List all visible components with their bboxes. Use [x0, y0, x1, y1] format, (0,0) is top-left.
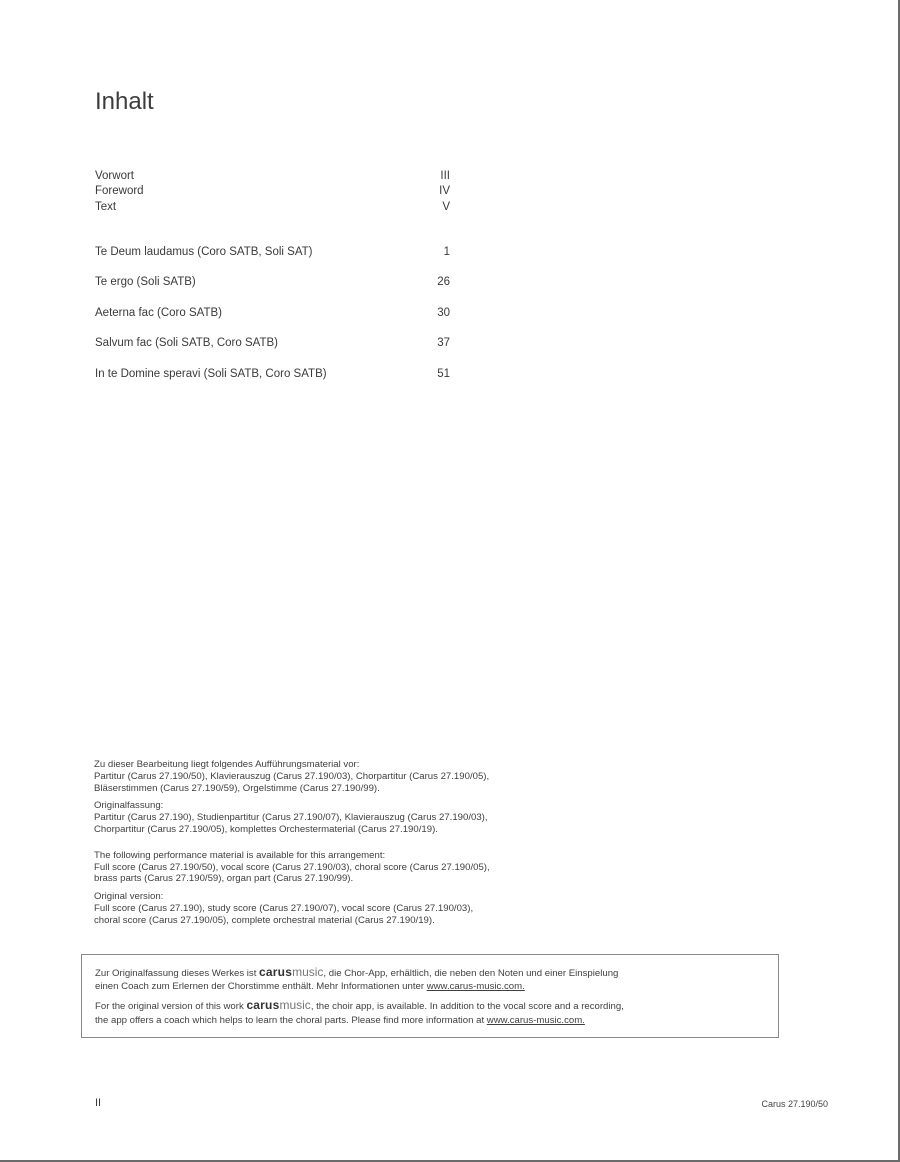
front-matter-label: Foreword [95, 185, 144, 198]
app-info-text: For the original version of this work [95, 1001, 247, 1013]
material-en-heading: The following performance material is available for this arrangement: [94, 849, 386, 861]
toc-entry-page: 1 [443, 246, 450, 258]
material-en-line: Full score (Carus 27.190/50), vocal score (Carus 27.190/03), choral score (Carus 27.190/05), [94, 861, 490, 873]
material-de-heading: Zu dieser Bearbeitung liegt folgendes Aufführungsmaterial vor: [94, 759, 360, 770]
front-matter-label: Vorwort [95, 170, 134, 182]
toc-entry-title: Aeterna fac (Coro SATB) [95, 306, 222, 319]
catalog-reference: Carus 27.190/50 [761, 1099, 828, 1109]
toc-entry-title: In te Domine speravi (Soli SATB, Coro SATB) [95, 367, 327, 380]
logo-music-text: music [279, 998, 311, 1013]
front-matter-page: IV [439, 185, 450, 198]
page-number: II [95, 1097, 102, 1109]
material-en [94, 850, 614, 885]
logo-carus-text: carus [246, 998, 280, 1013]
toc-entry [95, 244, 450, 274]
app-info-text: the app offers a coach which helps to learn the choral parts. Please find more information at [95, 1014, 487, 1026]
app-info-text: , die Chor-App, erhältlich, die neben den Noten und einer Einspielung [323, 968, 619, 979]
table-of-contents [95, 244, 450, 396]
logo-music-text: music [292, 965, 324, 979]
carus-music-logo [259, 966, 323, 980]
toc-entry [95, 366, 450, 396]
material-de-original-line: Partitur (Carus 27.190), Studienpartitur (Carus 27.190/07), Klavierauszug (Carus 27.190/03), [94, 812, 488, 824]
material-de-line: Partitur (Carus 27.190/50), Klavierauszug (Carus 27.190/03), Chorpartitur (Carus 27.190/05), [94, 770, 490, 782]
logo-carus-text: carus [259, 965, 293, 979]
toc-entry [95, 335, 450, 365]
app-info-text: Zur Originalfassung dieses Werkes ist [95, 968, 260, 979]
front-matter-item [95, 169, 450, 184]
toc-entry-title: Salvum fac (Soli SATB, Coro SATB) [95, 337, 278, 350]
material-en-original-line: choral score (Carus 27.190/05), complete orchestral material (Carus 27.190/19). [94, 914, 435, 926]
carus-website-link[interactable]: www.carus-music.com. [426, 981, 525, 993]
front-matter-page: V [442, 200, 450, 213]
front-matter-list [95, 169, 450, 215]
page-title: Inhalt [95, 88, 154, 115]
choir-app-info-box [81, 954, 779, 1038]
carus-music-logo [246, 999, 310, 1013]
toc-entry-page: 37 [437, 337, 450, 350]
front-matter-page: III [440, 170, 450, 182]
app-info-text: , the choir app, is available. In addition to the vocal score and a recording, [310, 1001, 624, 1013]
material-en-original [94, 891, 614, 926]
material-de-line: Bläserstimmen (Carus 27.190/59), Orgelstimme (Carus 27.190/99). [94, 782, 380, 794]
material-en-original-line: Full score (Carus 27.190), study score (Carus 27.190/07), vocal score (Carus 27.190/03), [94, 902, 474, 914]
front-matter-label: Text [95, 200, 117, 213]
toc-entry-title: Te ergo (Soli SATB) [95, 276, 196, 289]
material-de-original-heading: Originalfassung: [94, 800, 164, 812]
spacer [94, 842, 614, 850]
toc-entry-page: 26 [437, 276, 450, 289]
performance-material-info [94, 759, 614, 933]
material-en-original-heading: Original version: [94, 891, 164, 903]
app-info-text: einen Coach zum Erlernen der Chorstimme enthält. Mehr Informationen unter [95, 981, 427, 993]
front-matter-item [95, 184, 450, 199]
toc-entry [95, 305, 450, 335]
toc-entry-page: 51 [437, 367, 450, 380]
material-de-original [94, 800, 614, 835]
carus-website-link[interactable]: www.carus-music.com. [486, 1014, 585, 1026]
material-de [94, 759, 614, 794]
toc-entry [95, 274, 450, 304]
app-info-de [95, 966, 778, 993]
toc-entry-page: 30 [437, 306, 450, 319]
front-matter-item [95, 200, 450, 215]
material-en-line: brass parts (Carus 27.190/59), organ part (Carus 27.190/99). [94, 873, 354, 885]
app-info-en [95, 999, 778, 1026]
material-de-original-line: Chorpartitur (Carus 27.190/05), komplettes Orchestermaterial (Carus 27.190/19). [94, 823, 438, 835]
toc-entry-title: Te Deum laudamus (Coro SATB, Soli SAT) [95, 246, 313, 258]
